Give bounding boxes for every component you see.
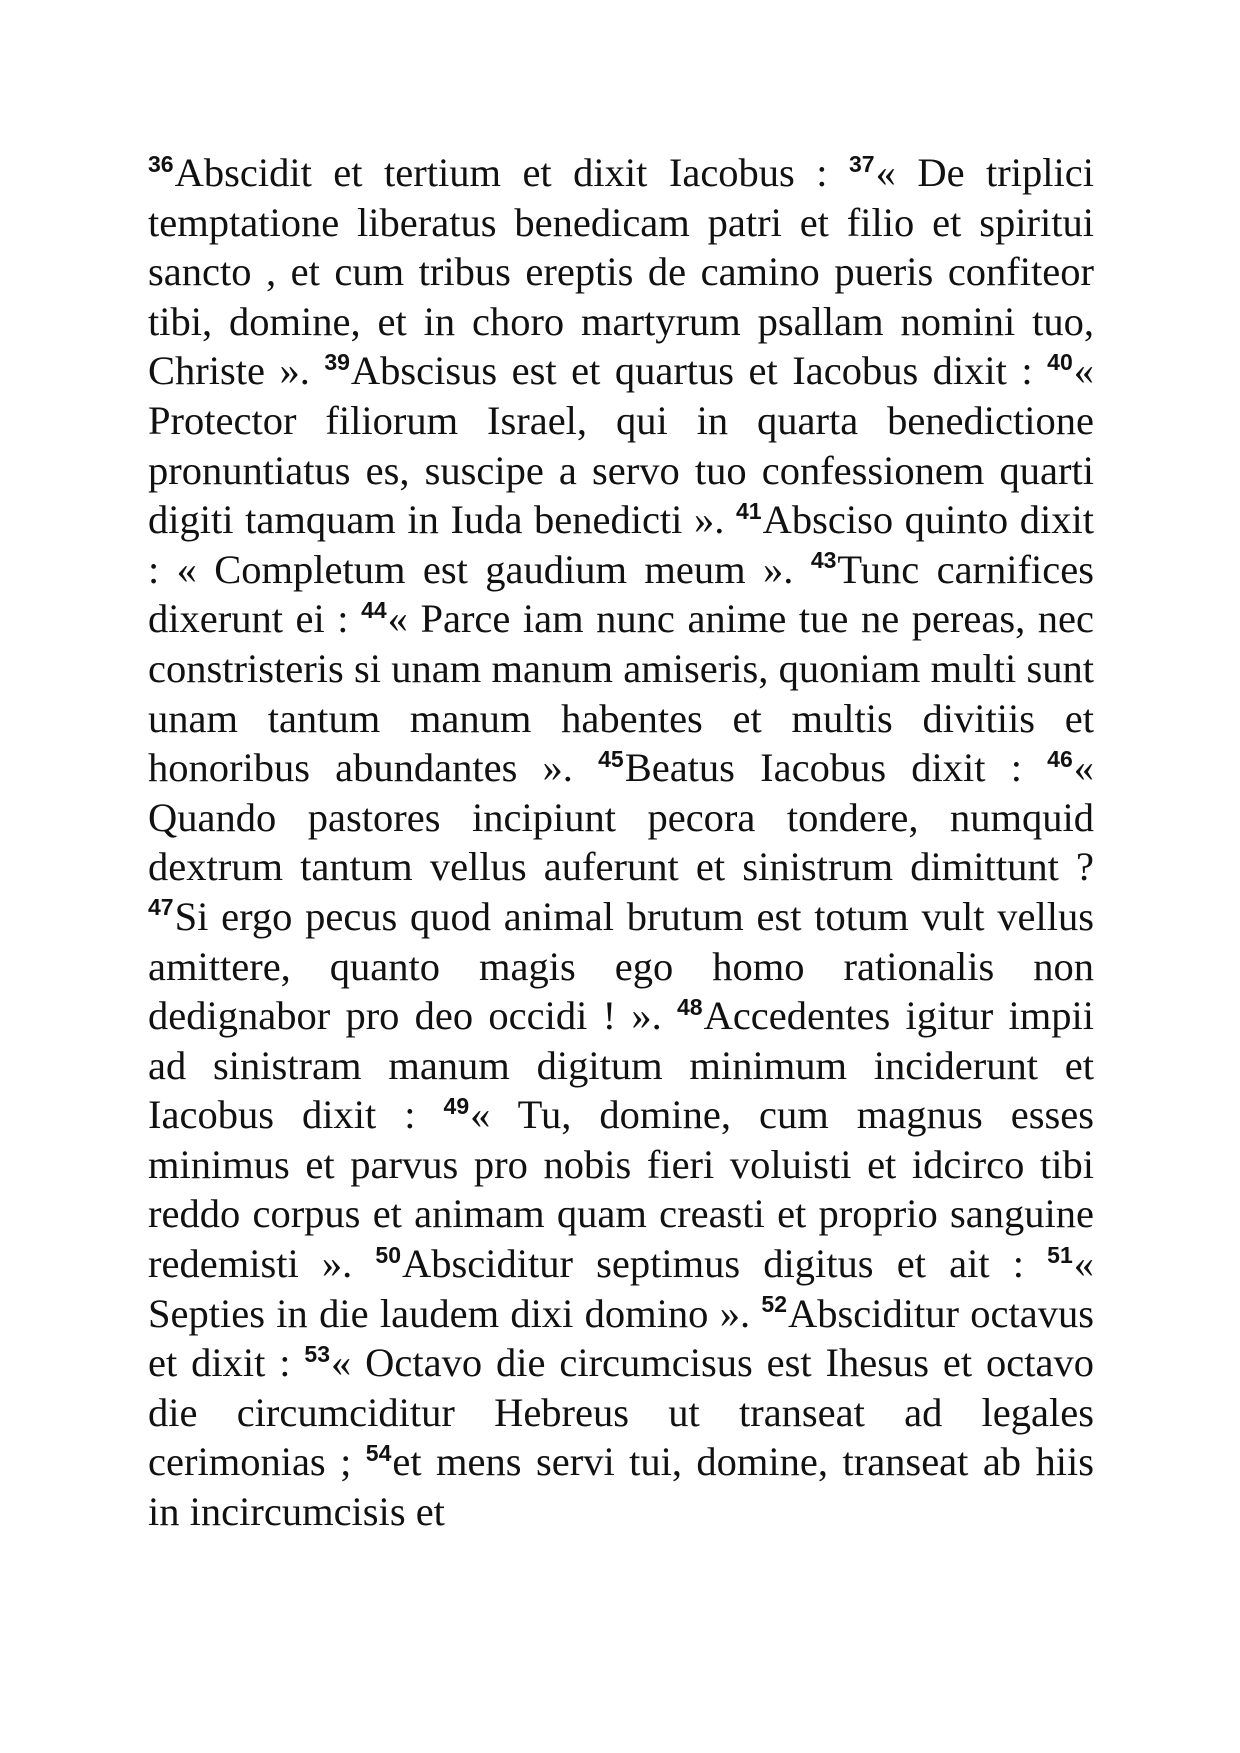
verse-text: Absciso quinto dixit : « Completum est gaudium meum ». [148,497,1094,592]
verse-number: 49 [443,1092,470,1119]
verse-text: « Protector filiorum Israel, qui in quarta benedictione pronuntiatus es, suscipe a servo tuo confessionem quarti digiti tamquam in Iuda benedicti ». [148,348,1094,543]
verse-text: « Quando pastores incipiunt pecora tondere, numquid dextrum tantum vellus auferunt et sinistrum dimittunt ? [148,745,1094,890]
verse-number: 41 [735,497,762,524]
verse-number: 36 [148,150,174,177]
verse-number: 53 [304,1340,330,1367]
verse-number: 51 [1047,1241,1073,1268]
verse-number: 47 [148,894,174,921]
verse-text: « Tu, domine, cum magnus esses minimus et parvus pro nobis fieri voluisti et idcirco tibi reddo corpus et animam quam creasti et proprio sanguine redemisti ». [148,1092,1094,1287]
paragraph [148,148,1094,1537]
verse-text: Si ergo pecus quod animal brutum est totum vult vellus amittere, quanto magis ego homo rationalis non dedignabor pro deo occidi ! ». [148,893,1094,1039]
verse-number: 45 [598,745,624,772]
verse-number: 52 [761,1291,787,1318]
verse-text: Absciditur septimus digitus et ait : [402,1241,1048,1287]
verse-number: 40 [1047,348,1073,375]
verse-text: Tunc carnifices dixerunt ei : [148,546,1094,642]
verse-text: Abscisus est et quartus et Iacobus dixit : [350,348,1048,394]
verse-text: Accedentes igitur impii ad sinistram manum digitum minimum inciderunt et Iacobus dixit : [148,993,1094,1138]
verse-number: 50 [375,1241,401,1268]
verse-number: 39 [324,348,350,375]
verse-text: « Octavo die circumcisus est Ihesus et octavo die circumciditur Hebreus ut transeat ad legales cerimonias ; [148,1340,1094,1485]
verse-text: « De triplici temptatione liberatus benedicam patri et filio et spiritui sancto , et cum tribus ereptis de camino pueris confiteor tibi, domine, et in choro martyrum psallam nomini tuo, Christe ». [148,150,1094,394]
verse-number: 46 [1047,745,1073,772]
verse-text: Abscidit et tertium et dixit Iacobus : [174,150,850,195]
verse-number: 48 [676,993,703,1020]
verse-text: Absciditur octavus et dixit : [148,1290,1094,1386]
verse-text: et mens servi tui, domine, transeat ab hiis in incircumcisis et [148,1439,1094,1535]
verse-number: 44 [361,596,387,623]
verse-text: Beatus Iacobus dixit : [624,745,1048,791]
verse-number: 43 [810,547,837,574]
verse-text: « Septies in die laudem dixi domino ». [148,1241,1094,1336]
verse-number: 37 [849,150,875,177]
body-text [148,148,1094,1537]
verse-number: 54 [365,1439,392,1466]
verse-text: « Parce iam nunc anime tue ne pereas, nec constristeris si unam manum amiseris, quoniam multi sunt unam tantum manum habentes et multis divitiis et honoribus abundantes ». [148,596,1094,791]
